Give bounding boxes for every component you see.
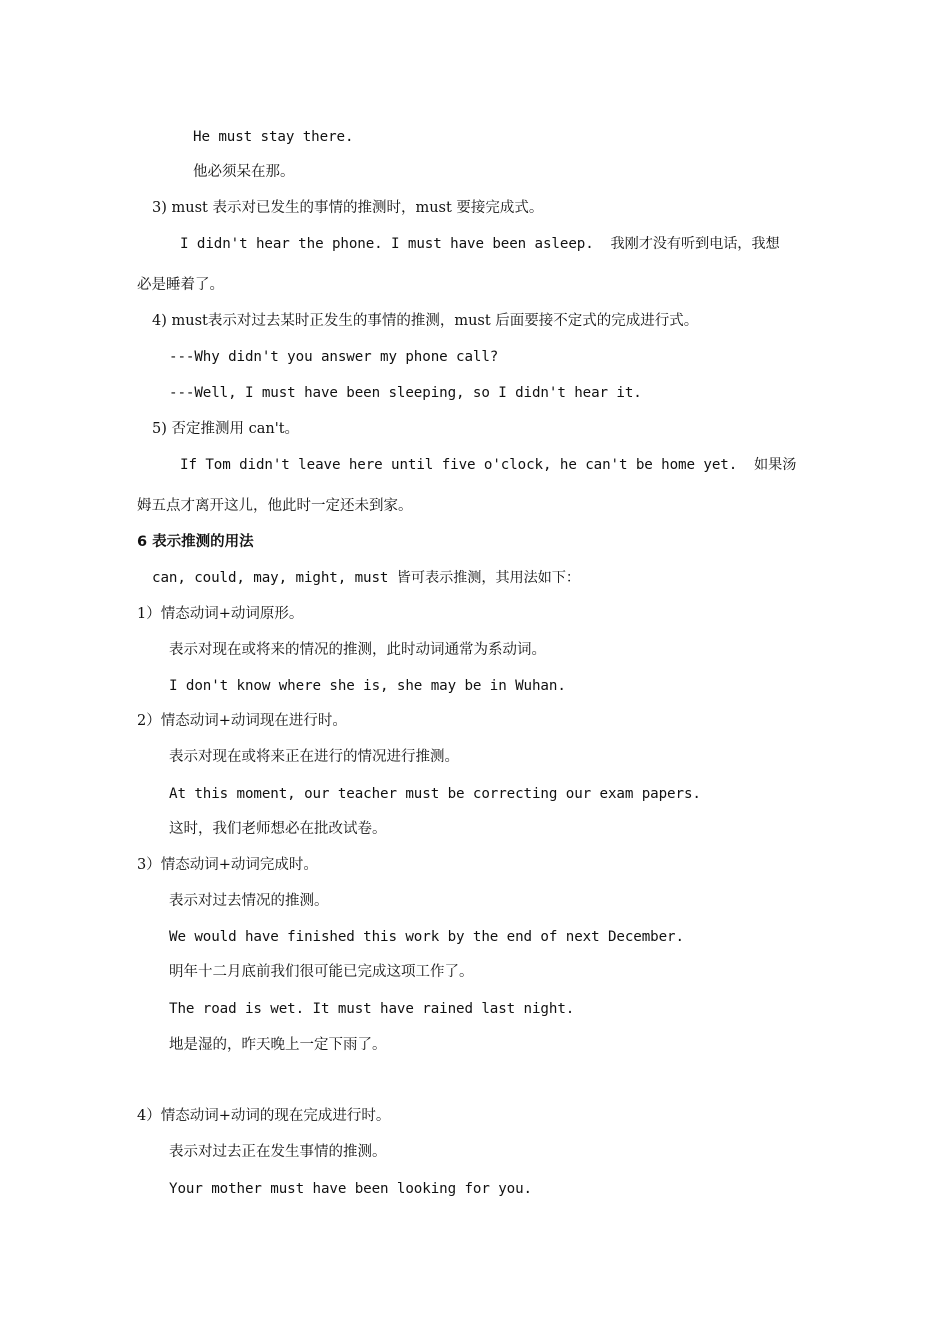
example-sentence: We would have finished this work by the end of next December.	[169, 929, 684, 945]
example-sentence: If Tom didn't leave here until five o'clock, he can't be home yet. 如果汤	[180, 457, 797, 473]
usage-explanation: 表示对过去正在发生事情的推测。	[169, 1144, 387, 1160]
usage-item-3: 3）情态动词+动词完成时。	[137, 857, 318, 873]
usage-explanation: 表示对过去情况的推测。	[169, 893, 329, 909]
example-translation: 地是湿的，昨天晚上一定下雨了。	[169, 1037, 387, 1053]
dialogue-line-question: ---Why didn't you answer my phone call?	[169, 349, 499, 365]
section-intro: can, could, may, might, must 皆可表示推测，其用法如下：	[152, 570, 580, 586]
dialogue-line-answer: ---Well, I must have been sleeping, so I didn't hear it.	[169, 385, 642, 401]
example-translation: 他必须呆在那。	[193, 164, 295, 180]
usage-item-1: 1）情态动词+动词原形。	[137, 606, 304, 622]
example-sentence: The road is wet. It must have rained last night.	[169, 1001, 575, 1017]
rule-item-4: 4) must表示对过去某时正发生的事情的推测，must 后面要接不定式的完成进行式。	[152, 313, 699, 329]
example-sentence: At this moment, our teacher must be correcting our exam papers.	[169, 786, 701, 802]
rule-item-5: 5) 否定推测用 can't。	[152, 421, 300, 437]
usage-explanation: 表示对现在或将来正在进行的情况进行推测。	[169, 749, 459, 765]
example-sentence: I didn't hear the phone. I must have been asleep. 我刚才没有听到电话，我想	[180, 236, 780, 252]
example-translation: 明年十二月底前我们很可能已完成这项工作了。	[169, 964, 474, 980]
usage-explanation: 表示对现在或将来的情况的推测，此时动词通常为系动词。	[169, 642, 546, 658]
example-sentence: I don't know where she is, she may be in Wuhan.	[169, 678, 566, 694]
usage-item-4: 4）情态动词+动词的现在完成进行时。	[137, 1108, 391, 1124]
section-heading: 6 表示推测的用法	[137, 534, 254, 550]
example-translation: 这时，我们老师想必在批改试卷。	[169, 821, 387, 837]
usage-item-2: 2）情态动词+动词现在进行时。	[137, 713, 347, 729]
example-translation-continued: 姆五点才离开这儿，他此时一定还未到家。	[137, 498, 413, 514]
rule-item-3: 3) must 表示对已发生的事情的推测时，must 要接完成式。	[152, 200, 544, 216]
example-translation-continued: 必是睡着了。	[137, 277, 224, 293]
example-sentence: He must stay there.	[193, 129, 354, 145]
example-sentence: Your mother must have been looking for you.	[169, 1181, 532, 1197]
